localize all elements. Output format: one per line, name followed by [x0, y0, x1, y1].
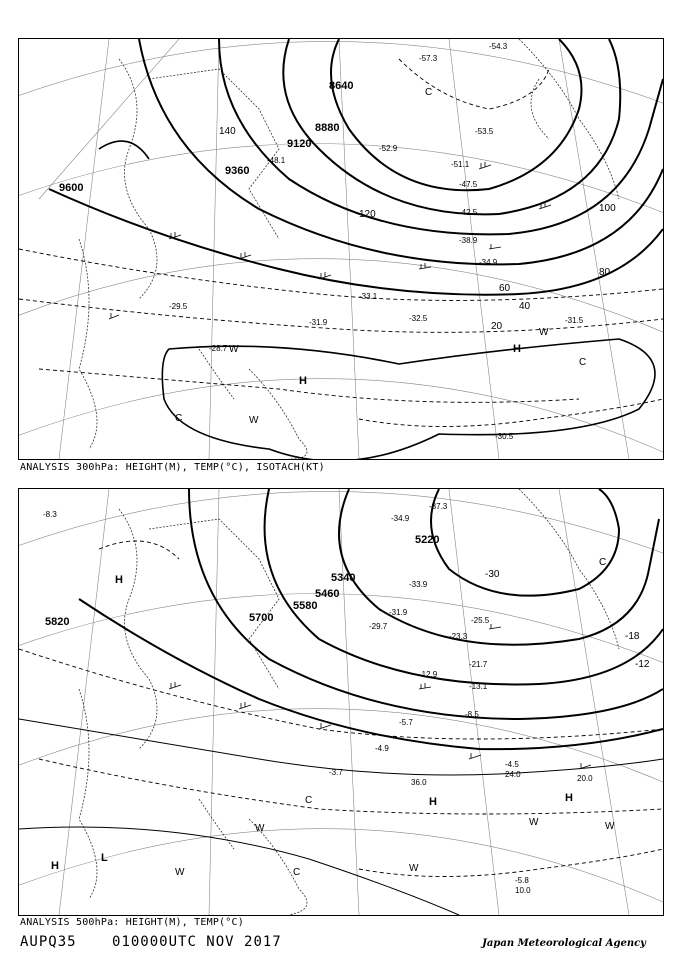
station-value: -37.3 — [429, 502, 448, 511]
chart-500hpa-caption: ANALYSIS 500hPa: HEIGHT(M), TEMP(°C) — [20, 917, 244, 928]
temp-label-minus30: -30 — [485, 569, 500, 580]
warm-center-c: W — [409, 863, 419, 874]
chart-footer — [20, 934, 282, 950]
station-value: 36.0 — [411, 778, 427, 787]
station-value: -31.9 — [389, 608, 408, 617]
height-label-9360: 9360 — [225, 165, 250, 177]
station-value: -31.9 — [309, 318, 328, 327]
station-value: -8.3 — [43, 510, 57, 519]
cold-center-east: C — [579, 357, 587, 368]
warm-center-east: W — [539, 327, 549, 338]
chart-300hpa-map — [19, 39, 663, 459]
cold-center-south: C — [293, 867, 301, 878]
station-value: -34.9 — [479, 258, 498, 267]
isotach-label-80: 80 — [599, 267, 611, 278]
station-value: -12.9 — [419, 670, 438, 679]
analysis-time: 010000UTC NOV 2017 — [112, 934, 282, 950]
high-center-east: H — [565, 792, 573, 804]
warm-center-e: W — [605, 821, 615, 832]
station-value: -28.7 — [209, 344, 228, 353]
high-center-central: H — [429, 796, 437, 808]
height-contours-thin-500 — [19, 719, 663, 915]
station-value: -32.5 — [409, 314, 428, 323]
station-value: -33.9 — [409, 580, 428, 589]
low-center-southwest: L — [101, 852, 108, 864]
temp-label-minus12: -12 — [635, 659, 650, 670]
station-value: -4.5 — [505, 760, 519, 769]
chart-500hpa-panel — [18, 488, 664, 916]
height-label-5340: 5340 — [331, 572, 356, 584]
high-center-southwest: H — [51, 860, 59, 872]
station-value: -5.8 — [515, 876, 529, 885]
cold-center-north: C — [599, 557, 607, 568]
height-label-5460: 5460 — [315, 588, 340, 600]
station-value: -38.9 — [459, 236, 478, 245]
station-value: -52.9 — [379, 144, 398, 153]
station-value: -42.5 — [459, 208, 478, 217]
station-value: -57.3 — [419, 54, 438, 63]
warm-center-west: W — [229, 344, 239, 355]
isotach-label-120: 120 — [359, 209, 376, 220]
station-value: -48.1 — [267, 156, 286, 165]
height-label-5220: 5220 — [415, 534, 440, 546]
isotach-label-60: 60 — [499, 283, 511, 294]
cold-center-north: C — [425, 87, 433, 98]
station-value: -5.7 — [399, 718, 413, 727]
station-value: -3.7 — [329, 768, 343, 777]
isotach-label-140: 140 — [219, 126, 236, 137]
station-value: -51.1 — [451, 160, 470, 169]
height-label-9120: 9120 — [287, 138, 312, 150]
height-label-9600: 9600 — [59, 182, 84, 194]
height-label-5820: 5820 — [45, 616, 70, 628]
warm-center-b: W — [175, 867, 185, 878]
warm-center-a: W — [255, 823, 265, 834]
cold-center-central: C — [305, 795, 313, 806]
chart-code: AUPQ35 — [20, 934, 77, 950]
height-label-8880: 8880 — [315, 122, 340, 134]
station-value: 20.0 — [577, 774, 593, 783]
station-value: -34.9 — [391, 514, 410, 523]
chart-500hpa-map — [19, 489, 663, 915]
station-value: -33.1 — [359, 292, 378, 301]
temp-label-minus18: -18 — [625, 631, 640, 642]
height-label-8640: 8640 — [329, 80, 354, 92]
station-value: -31.5 — [565, 316, 584, 325]
station-value: -13.1 — [469, 682, 488, 691]
station-value: -21.7 — [469, 660, 488, 669]
height-label-5700: 5700 — [249, 612, 274, 624]
station-value: -8.5 — [465, 710, 479, 719]
station-value: -29.5 — [169, 302, 188, 311]
station-value: -54.3 — [489, 42, 508, 51]
agency-name: Japan Meteorological Agency — [482, 938, 646, 949]
station-value: -47.5 — [459, 180, 478, 189]
high-center-central: H — [299, 375, 307, 387]
chart-300hpa-panel — [18, 38, 664, 460]
station-value: -4.9 — [375, 744, 389, 753]
station-value: 24.0 — [505, 770, 521, 779]
isotach-label-20: 20 — [491, 321, 503, 332]
high-center-east: H — [513, 343, 521, 355]
station-value: 10.0 — [515, 886, 531, 895]
chart-300hpa-caption: ANALYSIS 300hPa: HEIGHT(M), TEMP(°C), ISOTACH(KT) — [20, 462, 325, 473]
isotach-label-40: 40 — [519, 301, 531, 312]
station-value: -30.5 — [495, 432, 514, 441]
station-value: -23.3 — [449, 632, 468, 641]
warm-center-south: W — [249, 415, 259, 426]
station-value: -53.5 — [475, 127, 494, 136]
station-value: -25.5 — [471, 616, 490, 625]
height-label-5580: 5580 — [293, 600, 318, 612]
cold-center-south: C — [175, 413, 183, 424]
height-contours-300 — [49, 39, 663, 295]
station-value: -29.7 — [369, 622, 388, 631]
high-center-northwest: H — [115, 574, 123, 586]
warm-center-d: W — [529, 817, 539, 828]
isotach-label-100: 100 — [599, 203, 616, 214]
